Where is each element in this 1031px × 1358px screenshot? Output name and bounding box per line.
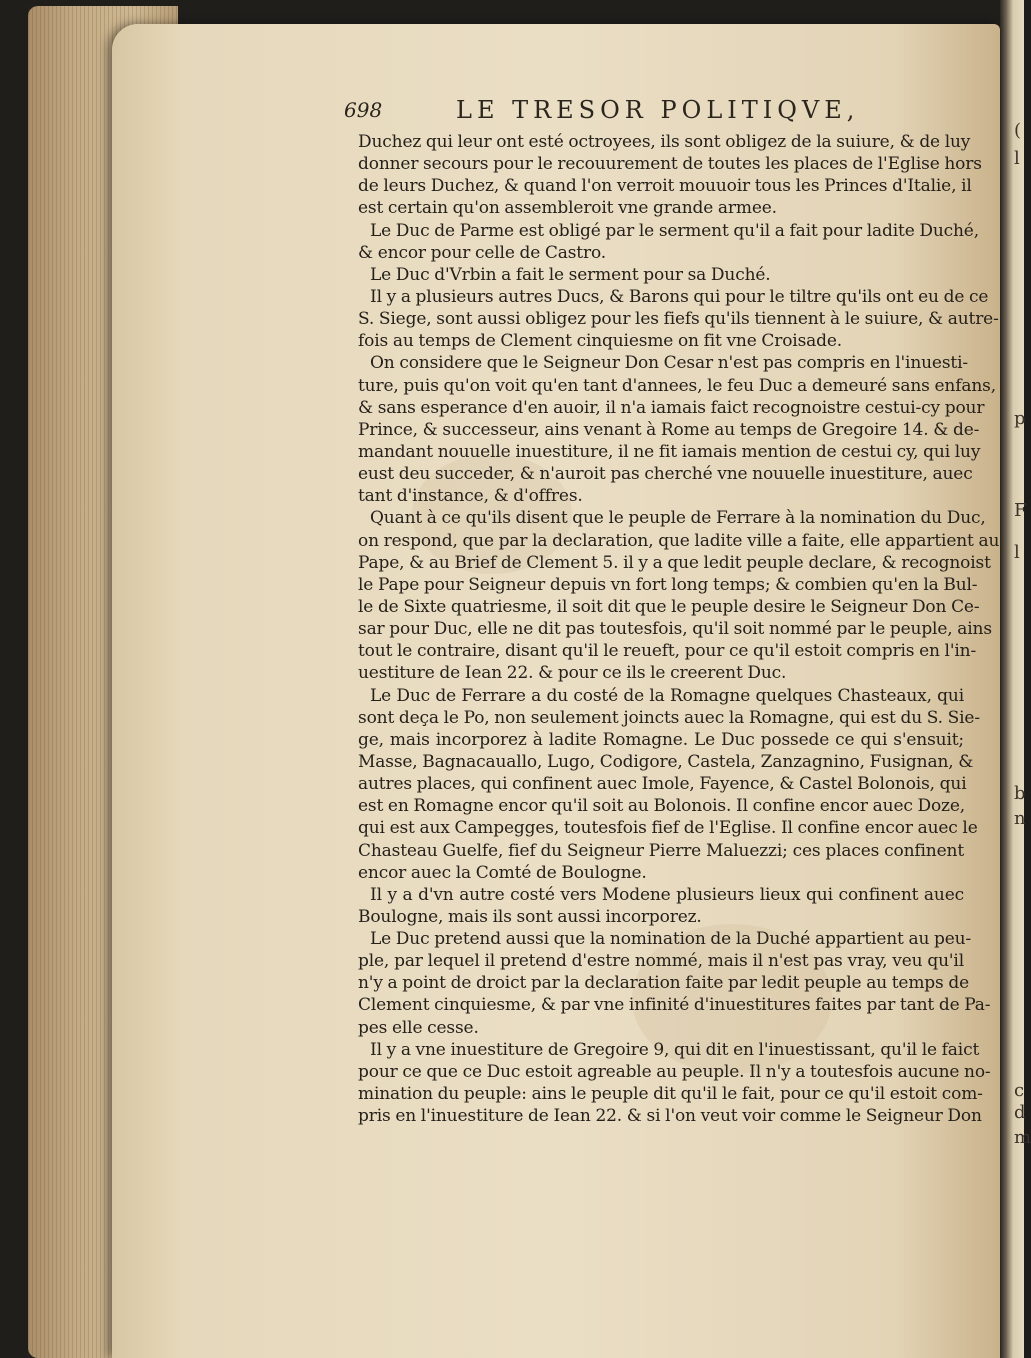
- facing-page-fragment: l: [1014, 542, 1020, 563]
- text-line: eust deu succeder, & n'auroit pas cherché vne nouuelle inuestiture, auec: [358, 464, 973, 485]
- text-line: qui est aux Campegges, toutesfois fief de l'Eglise. Il confine encor auec le: [358, 818, 978, 839]
- facing-page-fragment: (: [1014, 120, 1022, 141]
- text-line: mandant nouuelle inuestiture, il ne fit iamais mention de cestui cy, qui luy: [358, 441, 981, 462]
- text-line: Il y a vne inuestiture de Gregoire 9, qui dit en l'inuestissant, qu'il le faict: [370, 1039, 980, 1060]
- text-line: ture, puis qu'on voit qu'en tant d'annees, le feu Duc a demeuré sans enfans,: [358, 375, 996, 396]
- running-title: LE TRESOR POLITIQVE,: [456, 96, 860, 124]
- text-line: S. Siege, sont aussi obligez pour les fiefs qu'ils tiennent à le suiure, & autre-: [358, 309, 999, 330]
- text-line: ple, par lequel il pretend d'estre nommé, mais il n'est pas vray, veu qu'il: [358, 951, 964, 972]
- facing-page-fragment: n: [1014, 808, 1026, 829]
- body-text: [358, 131, 1000, 1311]
- text-line: est certain qu'on assembleroit vne grande armee.: [358, 198, 777, 219]
- text-line: Le Duc de Parme est obligé par le serment qu'il a fait pour ladite Duché,: [370, 220, 979, 241]
- text-line: Quant à ce qu'ils disent que le peuple de Ferrare à la nomination du Duc,: [370, 508, 986, 529]
- facing-page-fragment: b: [1014, 783, 1026, 804]
- text-line: n'y a point de droict par la declaration faite par ledit peuple au temps de: [358, 973, 970, 994]
- text-line: Clement cinquiesme, & par vne infinité d'inuestitures faites par tant de Pa-: [358, 995, 991, 1016]
- text-line: Duchez qui leur ont esté octroyees, ils sont obligez de la suiure, & de luy: [358, 132, 971, 152]
- text-line: Il y a plusieurs autres Ducs, & Barons qui pour le tiltre qu'ils ont eu de ce: [370, 286, 989, 307]
- text-line: & sans esperance d'en auoir, il n'a iamais faict recognoistre cestui-cy pour: [358, 397, 985, 418]
- text-line: & encor pour celle de Castro.: [358, 242, 607, 263]
- text-line: le Pape pour Seigneur depuis vn fort long temps; & combien qu'en la Bul-: [358, 574, 978, 595]
- text-line: Le Duc d'Vrbin a fait le serment pour sa Duché.: [370, 264, 771, 285]
- facing-page-fragment: d: [1014, 1102, 1026, 1123]
- text-line: autres places, qui confinent auec Imole, Fayence, & Castel Bolonois, qui: [358, 774, 967, 795]
- page-number: 698: [344, 98, 383, 122]
- text-line: est en Romagne encor qu'il soit au Bolonois. Il confine encor auec Doze,: [358, 796, 966, 817]
- facing-page-fragment: p: [1014, 408, 1026, 429]
- text-line: sar pour Duc, elle ne dit pas toutesfois, qu'il soit nommé par le peuple, ains: [358, 619, 992, 640]
- text-line: tant d'instance, & d'offres.: [358, 486, 583, 507]
- text-line: le de Sixte quatriesme, il soit dit que le peuple desire le Seigneur Don Ce-: [358, 596, 980, 617]
- text-line: donner secours pour le recouurement de toutes les places de l'Eglise hors: [358, 154, 982, 175]
- text-line: On considere que le Seigneur Don Cesar n'est pas compris en l'inuesti-: [370, 353, 968, 374]
- text-line: pris en l'inuestiture de Iean 22. & si l'on veut voir comme le Seigneur Don: [358, 1106, 982, 1127]
- running-header: [344, 98, 984, 130]
- text-line: Pape, & au Brief de Clement 5. il y a que ledit peuple declare, & recognoist: [358, 552, 991, 573]
- text-line: Prince, & successeur, ains venant à Rome au temps de Gregoire 14. & de-: [358, 419, 980, 440]
- text-line: on respond, que par la declaration, que ladite ville a faite, elle appartient au: [358, 530, 1000, 551]
- text-line: pour ce que ce Duc estoit agreable au peuple. Il n'y a toutesfois aucune no-: [358, 1061, 991, 1082]
- text-line: Il y a d'vn autre costé vers Modene plusieurs lieux qui confinent auec: [370, 884, 964, 905]
- text-line: de leurs Duchez, & quand l'on verroit mouuoir tous les Princes d'Italie, il: [358, 176, 972, 197]
- text-line: tout le contraire, disant qu'il le reueft, pour ce qu'il estoit compris en l'in-: [358, 641, 977, 662]
- facing-page-fragment: l: [1014, 148, 1020, 169]
- facing-page-fragment: c: [1014, 1080, 1025, 1101]
- text-line: Le Duc pretend aussi que la nomination de la Duché appartient au peu-: [370, 929, 972, 950]
- text-line: encor auec la Comté de Boulogne.: [358, 862, 647, 883]
- text-line: fois au temps de Clement cinquiesme on fit vne Croisade.: [358, 331, 843, 352]
- facing-page-fragment: m: [1014, 1127, 1031, 1148]
- text-line: ge, mais incorporez à ladite Romagne. Le Duc possede ce qui s'ensuit;: [358, 729, 964, 750]
- text-line: mination du peuple: ains le peuple dit qu'il le fait, pour ce qu'il estoit com-: [358, 1084, 983, 1105]
- facing-page-fragment: F: [1014, 500, 1027, 521]
- text-line: uestiture de Iean 22. & pour ce ils le creerent Duc.: [358, 663, 787, 684]
- text-line: Masse, Bagnacauallo, Lugo, Codigore, Castela, Zanzagnino, Fusignan, &: [358, 751, 974, 772]
- text-line: Chasteau Guelfe, fief du Seigneur Pierre Maluezzi; ces places confinent: [358, 840, 964, 861]
- text-line: Le Duc de Ferrare a du costé de la Romagne quelques Chasteaux, qui: [370, 685, 964, 706]
- text-line: sont deça le Po, non seulement joincts auec la Romagne, qui est du S. Sie-: [358, 707, 980, 728]
- facing-page-sliver: [1000, 0, 1024, 1358]
- text-line: Boulogne, mais ils sont aussi incorporez.: [358, 906, 702, 927]
- text-line: pes elle cesse.: [358, 1017, 479, 1038]
